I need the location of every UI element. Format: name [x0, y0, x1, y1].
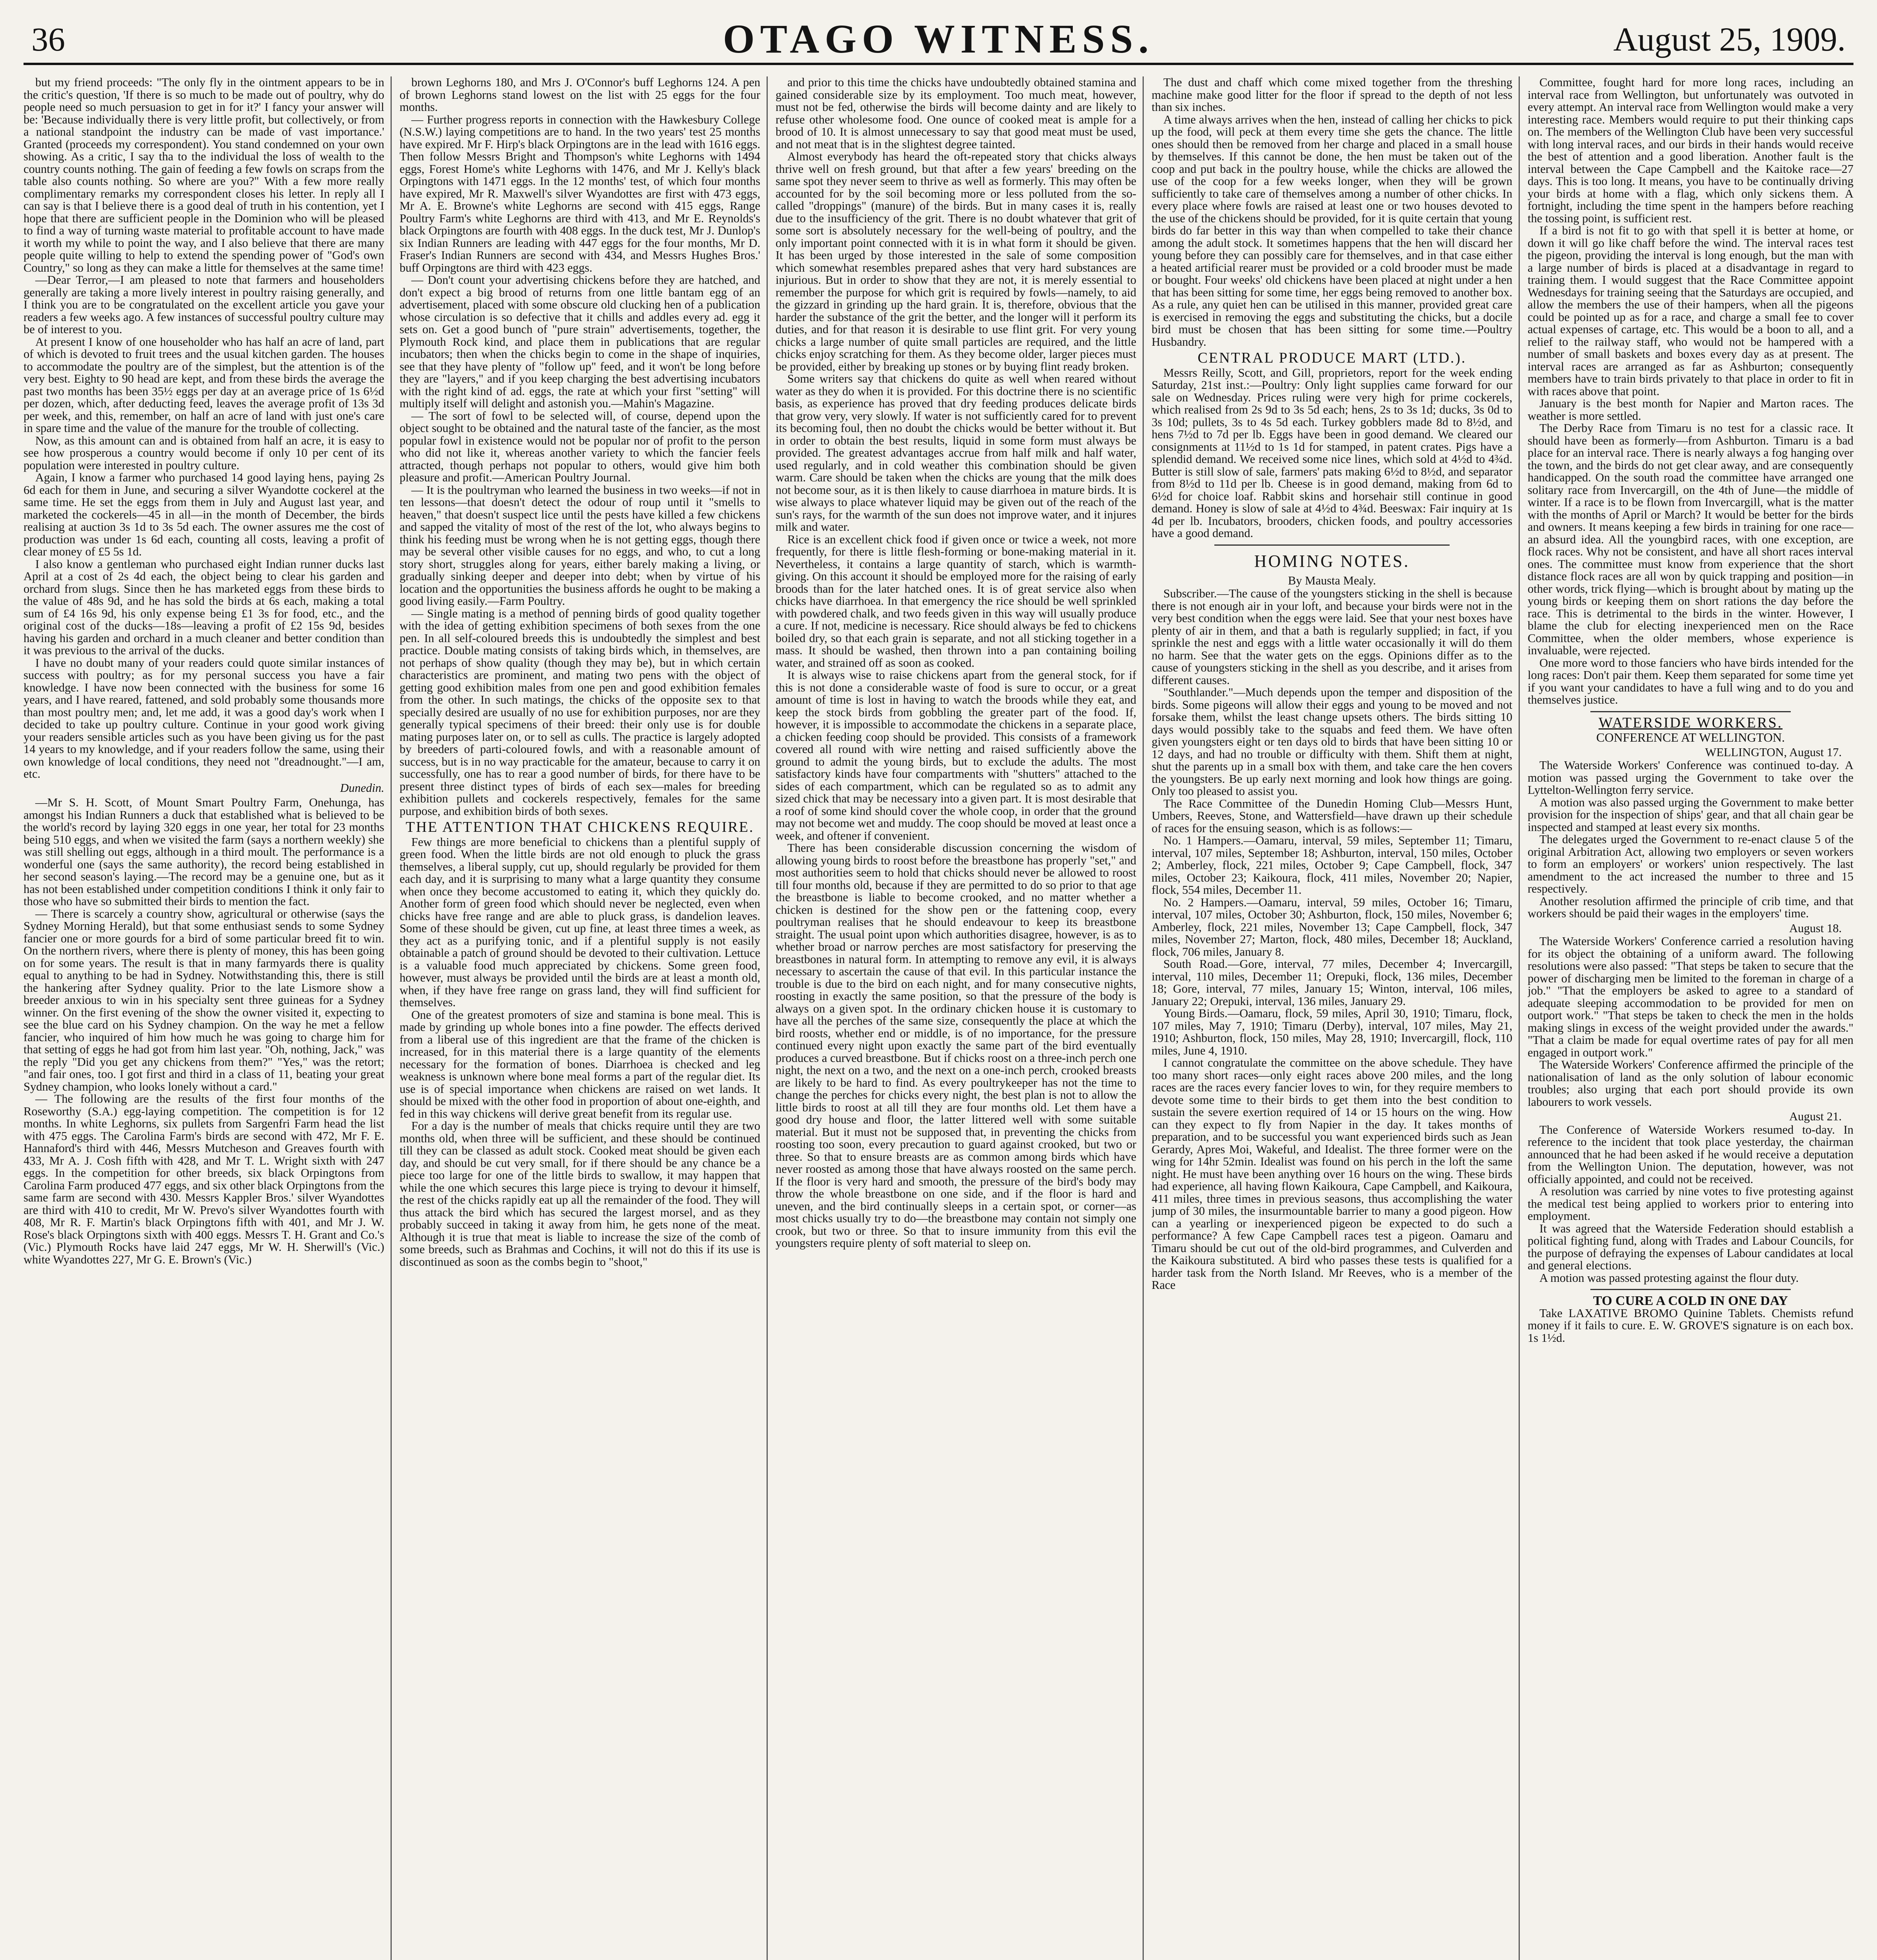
- column-rule: [1519, 76, 1520, 1960]
- advertisement: [1528, 1295, 1853, 1344]
- masthead: [24, 16, 1853, 65]
- article-paragraph: and prior to this time the chicks have undoubtedly obtained stamina and gained considerable size by its employment. Too much meat, however, must not be fed, otherwise the birds will become dainty and are likely to refuse other wholesome food. One ounce of cooked meat is ample for a brood of 10. It is almost unnecessary to say that good meat must be used, and not meat that is in the slightest degree tainted.: [776, 76, 1136, 151]
- article-paragraph: brown Leghorns 180, and Mrs J. O'Connor's buff Leghorns 124. A pen of brown Leghorns stand lowest on the list with 25 eggs for the four months.: [400, 76, 760, 114]
- article-paragraph: I have no doubt many of your readers could quote similar instances of success with poultry; as for my personal success you have a fair knowledge. I have now been connected with the business for some 16 years, and I have reared, fattened, and sold probably some thousands more than most poultry men; and, let me add, it was a good day's work when I decided to take up poultry culture. Continue in your good work giving your readers sensible articles such as you have been giving us for the past 14 years to my knowledge, and if your readers follow the same, using their own knowledge of local conditions, they need not "dreadnought."—I am, etc.: [24, 656, 384, 780]
- article-paragraph: Now, as this amount can and is obtained from half an acre, it is easy to see how prosperous a country would become if only 10 per cent of its population were interested in poultry culture.: [24, 434, 384, 472]
- newspaper-title: OTAGO WITNESS.: [723, 16, 1154, 62]
- article-paragraph: A motion was also passed urging the Government to make better provision for the inspection of ships' gear, and that all chain gear be inspected and stamped at least every six months.: [1528, 795, 1853, 834]
- article-paragraph: but my friend proceeds: "The only fly in the ointment appears to be in the critic's question, 'If there is so much to be made out of poultry, why do people need so much persuasion to get in for it?' I fancy your answer will be: 'Because individually there is very little profit, but collectively, or from a national standpoint the industry can be made of vast importance.' Granted (proceeds my correspondent). You stand condemned on your own showing. As a critic, I say tha to the individual the loss of wealth to the country counts nothing. The gain of feeding a few fowls on scraps from the table also counts nothing. So where are you?" With a few more really complimentary remarks my correspondent closes his letter. In reply all I can say is that I believe there is a good deal of truth in his contention, yet I hope that there are sufficient people in the Dominion who will be pleased to find a way of turning waste material to profitable account to have made it worth my while to point the way, and I also believe that there are many people quite willing to help to extend the spending power of "God's own Country," so long as they can make a little for themselves at the same time!: [24, 76, 384, 274]
- article-paragraph: Some writers say that chickens do quite as well when reared without water as they do when it is provided. For this doctrine there is no scientific basis, as experience has proved that dry feeding produces delicate birds that grow very, very slowly. If water is not sufficiently cared for to prevent its becoming foul, then no doubt the chicks would be better without it. But in order to obtain the best results, liquid in some form must always be provided. The greatest advantages accrue from half milk and half water, used regularly, and in cold weather this combination should be given warm. Care should be taken when the chicks are young that the milk does not become sour, as it is then likely to cause diarrhoea in mature birds. It is wise always to place whatever liquid may be given out of the reach of the sun's rays, for the warmth of the sun does not improve water, and it injures milk and water.: [776, 372, 1136, 534]
- article-paragraph: The dust and chaff which come mixed together from the threshing machine make good litter for the floor if spread to the depth of not less than six inches.: [1152, 76, 1512, 114]
- article-paragraph: Messrs Reilly, Scott, and Gill, proprietors, report for the week ending Saturday, 21st inst.:—Poultry: Only light supplies came forward for our sale on Wednesday. Prices ruling were very high for prime cockerels, which realised from 2s 9d to 3s 5d each; hens, 2s to 3s 1d; ducks, 3s 0d to 3s 10d; pullets, 3s to 4s 5d each. Turkey gobblers made 8d to 8½d, and hens 7½d to 7d per lb. Eggs have been in good demand. We cleared our consignments at 11½d to 1s 1d for stamped, in patent crates. Pigs have a splendid demand. We received some nice lines, which sold at 4½d to 4¾d. Butter is still slow of sale, farmers' pats making 6½d to 8½d, and separator from 8½d to 11d per lb. Cheese is in good demand, making from 6d to 6½d for choice loaf. Rabbit skins and horsehair still continue in good demand. Honey is slow of sale at 4½d to 4¾d. Beeswax: Fair inquiry at 1s 4d per lb. Incubators, brooders, chicken foods, and poultry accessories have a good demand.: [1152, 366, 1512, 540]
- ad-body: Take LAXATIVE BROMO Quinine Tablets. Chemists refund money if it fails to cure. E. W. GROVE'S signature is on each box. 1s 1½d.: [1528, 1306, 1853, 1345]
- article-paragraph: One of the greatest promoters of size and stamina is bone meal. This is made by grinding up whole bones into a fine powder. The effects derived from a liberal use of this ingredient are that the frame of the chicken is increased, for in this material there is a large quantity of the elements necessary for the formation of bones. Diarrhoea is checked and leg weakness is unknown where bone meal forms a part of the regular diet. Its use is of special importance when chickens are raised on wet lands. It should be mixed with the other food in proportion of about one-eighth, and fed in this way chickens will derive great benefit from its regular use.: [400, 1008, 760, 1120]
- article-paragraph: The Waterside Workers' Conference carried a resolution having for its object the obtaining of a uniform award. The following resolutions were also passed: "That steps be taken to secure that the power of discharging men be limited to the foreman in charge of a job." "That the employers be asked to agree to a standard of adequate sleeping accommodation to be provided for men on outport work." "That steps be taken to check the men in the holds making slings in excess of the weight provided under the awards." "That a claim be made for equal overtime rates of pay for all men engaged in outport work.": [1528, 935, 1853, 1059]
- article-paragraph: The Conference of Waterside Workers resumed to-day. In reference to the incident that took place yesterday, the chairman announced that he had been asked if he would receive a deputation from the Wellington Union. The deputation, however, was not officially appointed, and could not be received.: [1528, 1123, 1853, 1186]
- article-paragraph: Rice is an excellent chick food if given once or twice a week, not more frequently, for there is little flesh-forming or bone-making material in it. Nevertheless, it contains a large quantity of starch, which is warmth-giving. On this account it should be employed more for the raising of early broods than for the later hatched ones. It is of great service also when chicks have diarrhoea. In that emergency the rice should be well sprinkled with powdered chalk, and two feeds given in this way will usually produce a cure. If not, medicine is necessary. Rice should always be fed to chickens boiled dry, so that each grain is separate, and not all sticking together in a mass. It should be washed, then thrown into a pan containing boiling water, and strained off as soon as cooked.: [776, 532, 1136, 670]
- article-paragraph: Almost everybody has heard the oft-repeated story that chicks always thrive well on fresh ground, but that after a few years' breeding on the same spot they never seem to thrive as well as formerly. This may often be accounted for by the soil becoming more or less polluted from the so-called "droppings" (manure) of the birds. But in many cases it is, really due to the insufficiency of the grit. There is no doubt whatever that grit of some sort is absolutely necessary for the well-being of poultry, and the only important point connected with it is in what form it should be given. It has been urged by those interested in the sale of some composition which somewhat resembles prepared ashes that very hard substances are injurious. But in order to show that they are not, it is merely essential to remember the purpose for which grit is required by fowls—namely, to aid the gizzard in grinding up the hard grain. It is, therefore, obvious that the harder the substance of the grit the better, and the longer will it perform its duties, and for that reason it is desirable to use flint grit. For very young chicks a large number of quite small particles are required, and the little chicks enjoy scratching for them. As they become older, larger pieces must be provided, either by breaking up stones or by buying flint ready broken.: [776, 150, 1136, 373]
- article-paragraph: The Waterside Workers' Conference affirmed the principle of the nationalisation of land as the only solution of labour economic troubles; also urging that each port should provide its own labourers to work vessels.: [1528, 1058, 1853, 1109]
- section-heading: THE ATTENTION THAT CHICKENS REQUIRE.: [405, 819, 754, 835]
- article-paragraph: Committee, fought hard for more long races, including an interval race from Wellington, but unfortunately was outvoted in every attempt. An interval race from Wellington would make a very interesting race. Members would require to put their thinking caps on. The members of the Wellington Club have been very successful with long interval races, and our birds in their hands would receive the best of attention and a good liberation. Another fault is the interval between the Cape Campbell and the Kaitoke race—27 days. This is too long. It means, you have to be continually driving your birds at home with a flag, which only sickens them. A fortnight, including the time spent in the hampers before reaching the tossing point, is sufficient rest.: [1528, 76, 1853, 225]
- issue-date: August 25, 1909.: [1613, 20, 1846, 58]
- letter-signature: Dunedin.: [340, 781, 384, 795]
- ad-headline: TO CURE A COLD IN ONE DAY: [1593, 1294, 1788, 1308]
- section-divider: [1590, 711, 1791, 712]
- article-paragraph: One more word to those fanciers who have birds intended for the long races: Don't pair them. Keep them separated for some time yet if you want your candidates to have a full wing and to do you and themselves justice.: [1528, 656, 1853, 706]
- byline: By Mausta Mealy.: [1288, 573, 1376, 587]
- article-paragraph: Again, I know a farmer who purchased 14 good laying hens, paying 2s 6d each for them in June, and securing a silver Wyandotte cockerel at the same time. He set the eggs from them in July and August last year, and marketed the cockerels—45 in all—in the month of December, the birds realising at auction 3s 1d to 3s 5d each. The owner assures me the cost of production was under 1s 6d each, counting all costs, leaving a profit of clear money of £5 5s 1d.: [24, 471, 384, 558]
- article-paragraph: No. 1 Hampers.—Oamaru, interval, 59 miles, September 11; Timaru, interval, 107 miles, September 18; Ashburton, interval, 150 miles, October 2; Amberley, flock, 221 miles, October 9; Cape Campbell, flock, 347 miles, October 23; Kaikoura, flock, 411 miles, November 20; Napier, flock, 554 miles, December 11.: [1152, 834, 1512, 897]
- article-paragraph: — It is the poultryman who learned the business in two weeks—if not in ten lessons—that doesn't detect the odour of roup until it "smells to heaven," that doesn't suspect lice until the pests have killed a few chickens and sapped the vitality of most of the rest of the lot, who always begins to think his feeding must be wrong when he is not getting eggs, though there may be several other visible causes for no eggs, and who, to cut a long story short, struggles along for years, either barely making a living, or gradually sinking deeper and deeper into debt; when by virtue of his location and the opportunities the business affords he ought to be making a good living easily.—Farm Poultry.: [400, 483, 760, 608]
- section-heading: HOMING NOTES.: [1254, 551, 1410, 571]
- article-paragraph: —Mr S. H. Scott, of Mount Smart Poultry Farm, Onehunga, has amongst his Indian Runners a duck that established what is believed to be the world's record by laying 320 eggs in one year, her total for 23 months being 510 eggs, and when we visited the farm (says a northern weekly) she was still shelling out eggs, although in a third moult. The performance is a wonderful one (says the same authority), the record being established in her second season's laying.—The record may be a genuine one, but as it has not been established under competition conditions I think it only fair to those who have so submitted their birds to mention the fact.: [24, 796, 384, 908]
- dateline: August 18.: [1789, 921, 1842, 935]
- page-number: 36: [31, 20, 65, 58]
- article-paragraph: — Don't count your advertising chickens before they are hatched, and don't expect a big brood of returns from one little bantam egg of an advertisement, placed with some obscure old clucking hen of a publication whose circulation is so defective that it chills and addles every ad. egg it sets on. Get a good bunch of "pure strain" advertisements, together, the Plymouth Rock kind, and place them in publications that are regular incubators; then when the chicks begin to come in the shape of inquiries, see that they have plenty of "follow up" feed, and it won't be long before they are "layers," and if you keep charging the best advertising incubators with the right kind of ad. eggs, the rate at which your first "setting" will multiply itself will delight and astonish you.—Mahin's Magazine.: [400, 273, 760, 410]
- dateline: WELLINGTON, August 17.: [1705, 745, 1842, 759]
- column-2: [400, 76, 760, 1960]
- column-5: [1528, 76, 1853, 1960]
- article-paragraph: South Road.—Gore, interval, 77 miles, December 4; Invercargill, interval, 110 miles, December 11; Orepuki, flock, 136 miles, December 18; Gore, interval, 77 miles, January 15; Winton, interval, 106 miles, January 22; Orepuki, interval, 136 miles, January 29.: [1152, 957, 1512, 1008]
- column-3: [776, 76, 1136, 1960]
- article-paragraph: It was agreed that the Waterside Federation should establish a political fighting fund, along with Trades and Labour Councils, for the purpose of defraying the expenses of Labour candidates at local and general elections.: [1528, 1221, 1853, 1272]
- article-paragraph: The delegates urged the Government to re-enact clause 5 of the original Arbitration Act, allowing two employers or seven workers to form an employers' or workers' union respectively. The last amendment to the act increased the number to three and 15 respectively.: [1528, 833, 1853, 895]
- article-paragraph: A time always arrives when the hen, instead of calling her chicks to pick up the food, will peck at them every time she gets the chance. The little ones should then be removed from her charge and placed in a small house by themselves. If this cannot be done, the hen must be taken out of the coop and put back in the poultry house, while the chicks are allowed the use of the coop for a few weeks longer, when they will be grown sufficiently to take care of themselves among a number of other chicks. In every place where fowls are raised at least one or two houses devoted to the use of the chickens should be provided, for it is quite certain that young birds do far better in this way than when compelled to take their chance among the adult stock. It sometimes happens that the hen will discard her young before they can possibly care for themselves, and in that case either a heated artificial rearer must be provided or a cold brooder must be made or bought. Four weeks' old chickens have been placed at night under a hen that has been sitting for some time, her eggs being removed to another box. As a rule, any quiet hen can be utilised in this manner, provided great care is exercised in removing the eggs and substituting the chicks, but a docile bird must be chosen that has been sitting for some time.—Poultry Husbandry.: [1152, 113, 1512, 348]
- article-paragraph: If a bird is not fit to go with that spell it is better at home, or down it will go like chaff before the wind. The interval races test the pigeon, providing the interval is long enough, but the man with a large number of birds is placed at a disadvantage in regard to training them. I would suggest that the Race Committee appoint Wednesdays for training seeing that the Saturdays are occupied, and allow the members the use of their hampers, when all the pigeons could be pointed up as for a race, and charge a small fee to cover actual expenses of cartage, etc. This would be a boon to all, and a relief to the railway staff, who would not be hampered with a number of small baskets and boxes every day as at present. The interval races are arranged as far as Ashburton; consequently members have to train birds privately to that place in order to fit in with races above that point.: [1528, 224, 1853, 398]
- article-paragraph: The Race Committee of the Dunedin Homing Club—Messrs Hunt, Umbers, Reeves, Stone, and Wattersfield—have drawn up their schedule of races for the ensuing season, which is as follows:—: [1152, 797, 1512, 835]
- section-heading: CENTRAL PRODUCE MART (LTD.).: [1197, 350, 1466, 366]
- article-paragraph: —Dear Terror,—I am pleased to note that farmers and householders generally are taking a more lively interest in poultry raising generally, and I think you are to be congratulated on the excellent article you gave your readers a few weeks ago. A few instances of successful poultry culture may be of interest to you.: [24, 273, 384, 336]
- article-paragraph: I also know a gentleman who purchased eight Indian runner ducks last April at a cost of 2s 4d each, the object being to clear his garden and orchard from slugs. Since then he has marketed eggs from these birds to the value of 48s 9d, and he has sold the birds at 6s each, making a total sum of £4 16s 9d, his only expense being £1 3s for food, etc., and the original cost of the ducks—18s—leaving a profit of £2 15s 9d, besides having his garden and orchard in a much cleaner and better condition than it was previous to the arrival of the ducks.: [24, 557, 384, 657]
- section-divider: [1590, 1289, 1791, 1290]
- column-rule: [391, 76, 392, 1960]
- article-paragraph: There has been considerable discussion concerning the wisdom of allowing young birds to roost before the breastbone has properly "set," and most authorities seem to hold that chicks should never be allowed to roost till four months old, because if they are permitted to do so prior to that age the breastbone is liable to become crooked, and no matter whether a chicken is destined for the show pen or the fattening coop, every poultryman realises that he should endeavour to keep its breastbone straight. The usual point upon which authorities disagree, however, is as to whether broad or narrow perches are most satisfactory for preserving the breastbones in natural form. In attempting to remove any evil, it is always necessary to ascertain the cause of that evil. In this particular instance the trouble is due to the bird on each night, and for many consecutive nights, roosting in exactly the same position, so that the pressure of the body is always on a given spot. In the ordinary chicken house it is customary to have all the perches of the same size, consequently the place at which the bird roosts, whether end or middle, is of no importance, for the pressure continued every night upon exactly the same part of the bird eventually produces a curved breastbone. But if chicks roost on a three-inch perch one night, the next on a two, and the next on a one-inch perch, crooked breasts are likely to be hard to find. As every poultrykeeper has not the time to change the perches for chicks every night, the best plan is not to allow the little birds to roost at all till they are four months old. Let them have a good dry house and floor, the latter littered well with some suitable material. But it must not be supposed that, in preventing the chicks from roosting too soon, every precaution to guard against crooked, but two or three. So that to ensure breasts are as common among birds which have never roosted as among those that have always roosted on the same perch. If the floor is very hard and smooth, the pressure of the bird's body may throw the whole breastbone on one side, and if the floor is hard and uneven, and the bird continually sleeps in a certain spot, or corner—as most chicks usually try to do—the breastbone may contain not simply one crook, but two or three. So that to insure immunity from this evil the youngsters require plenty of soft material to sleep on.: [776, 841, 1136, 1250]
- column-rule: [1143, 76, 1144, 1960]
- article-paragraph: January is the best month for Napier and Marton races. The weather is more settled.: [1528, 397, 1853, 423]
- section-subheading: CONFERENCE AT WELLINGTON.: [1596, 730, 1785, 744]
- article-paragraph: — There is scarcely a country show, agricultural or otherwise (says the Sydney Morning Herald), but that some enthusiast sends to some Sydney fancier one or more gourds for a bird of some particular breed fit to win. On the northern rivers, where there is plenty of money, this has been going on for some years. The result is that in many farmyards there is quality equal to anything to be had in Sydney. Notwithstanding this, there is still the hankering after Sydney quality. Prior to the late Lismore show a breeder anxious to win in his specialty sent three guineas for a Sydney winner. On the first evening of the show the owner visited it, expecting to see the blue card on his Sydney champion. On the way he met a fellow fancier, who inquired of him how much he was going to charge him for that setting of eggs he had got from him last year. "Oh, nothing, Jack," was the reply "Did you get any chickens from them?" "Yes," was the retort; "and fair ones, too. I got first and third in a class of 11, beating your great Sydney champion, who looks lonely without a card.": [24, 907, 384, 1093]
- section-divider: [1214, 544, 1450, 546]
- column-rule: [767, 76, 768, 1960]
- article-paragraph: Subscriber.—The cause of the youngsters sticking in the shell is because there is not enough air in your loft, and because your birds were not in the very best condition when the eggs were laid. See that your nest boxes have plenty of air in them, and that a bath is regularly supplied; in fact, if you sprinkle the nest and eggs with a little water occasionally it will do them no harm. See that the water gets on the eggs. Opinions differ as to the cause of youngsters sticking in the shell as you describe, and it arises from different causes.: [1152, 587, 1512, 687]
- article-paragraph: Another resolution affirmed the principle of crib time, and that workers should be paid their wages in the employers' time.: [1528, 894, 1853, 920]
- article-paragraph: — Single mating is a method of penning birds of good quality together with the idea of getting exhibition specimens of both sexes from the one pen. In all self-coloured breeds this is undoubtedly the simplest and best practice. Double mating consists of taking birds which, in themselves, are not perhaps of show quality (though they may be), but in which certain characteristics are prominent, and mating two pens with the object of getting good exhibition males from one pen and good exhibition females from the other. In such matings, the chicks of the opposite sex to that specially desired are usually of no use for exhibition purposes, nor are they generally typical specimens of their breed: their only use is for double mating purposes later on, or to sell as culls. The practice is largely adopted by breeders of parti-coloured fowls, and with a reasonable amount of success, but is in no way practicable for the amateur, because to carry it on successfully, one has to rear a good number of birds, for there have to be present three distinct types of birds of each sex—males for breeding exhibition pullets and cockerels respectively, females for the same purpose, and exhibition birds of both sexes.: [400, 606, 760, 818]
- article-paragraph: — The sort of fowl to be selected will, of course, depend upon the object sought to be obtained and the natural taste of the fancier, as the most popular fowl in existence would not be popular nor of profit to the person who did not like it, whereas another variety to which the fancier feels attracted, though perhaps not popular to others, would give him both pleasure and profit.—American Poultry Journal.: [400, 409, 760, 484]
- article-paragraph: The Derby Race from Timaru is no test for a classic race. It should have been as formerly—from Ashburton. Timaru is a bad place for an interval race. There is nearly always a fog hanging over the town, and the birds do not get clear away, and are consequently handicapped. On the south road the committee have arranged one solitary race from Invercargill, on the 4th of June—the middle of winter. If a race is to be flown from Invercargill, what is the matter with the months of April or March? It would be better for the birds and owners. It means keeping a few birds in training for one race—an absurd idea. All the youngbird races, with one exception, are flock races. Why not be consistent, and have all short races interval ones. The committee must know from experience that the short distance flock races are all won by quick trapping and position—in other words, trick flying—which is brought about by mating up the young birds or keeping them on short rations the day before the race. This is detrimental to the birds in the winter. However, I blame the club for electing inexperienced men on the Race Committee, when the older members, whose experience is invaluable, were rejected.: [1528, 421, 1853, 657]
- column-1: [24, 76, 384, 1960]
- article-paragraph: — The following are the results of the first four months of the Roseworthy (S.A.) egg-laying competition. The competition is for 12 months. In white Leghorns, six pullets from Sargenfri Farm head the list with 475 eggs. The Carolina Farm's birds are second with 472, Mr F. E. Hannaford's third with 446, Messrs Mutcheson and Greaves fourth with 433, Mr A. J. Cosh fifth with 428, and Mr T. L. Wright sixth with 247 eggs. In the competition for other breeds, six black Orpingtons from Carolina Farm produced 477 eggs, and six other black Orpingtons from the same farm are second with 430. Messrs Kappler Bros.' silver Wyandottes are third with 410 to credit, Mr W. Prevo's silver Wyandottes fourth with 408, Mr R. F. Martin's black Orpingtons fifth with 401, and Mr J. W. Rose's black Orpingtons sixth with 400 eggs. Messrs T. H. Grant and Co.'s (Vic.) Plymouth Rocks have laid 247 eggs, Mr W. H. Sherwill's (Vic.) white Wyandottes 227, Mr G. E. Brown's (Vic.): [24, 1092, 384, 1266]
- dateline: August 21.: [1789, 1110, 1842, 1123]
- article-paragraph: It is always wise to raise chickens apart from the general stock, for if this is not done a considerable waste of food is sure to occur, or a great amount of time is lost in having to watch the broods while they eat, and keep the stock birds from gobbling the greater part of the food. If, however, it is impossible to accommodate the chickens in a separate place, a chicken feeding coop should be provided. This consists of a framework covered all round with wire netting and raised sufficiently above the ground to admit the young birds, but to exclude the adults. The most satisfactory kinds have four compartments with "shutters" attached to the sides of each compartment, which can be regulated so as to admit any sized chick that may be necessary into a given part. It is most desirable that a roof of some kind should cover the whole coop, in order that the ground may not become wet and muddy. The coop should be moved at least once a week, and oftener if convenient.: [776, 668, 1136, 842]
- article-paragraph: Few things are more beneficial to chickens than a plentiful supply of green food. When the little birds are not old enough to pluck the grass themselves, a liberal supply, cut up, should regularly be provided for them each day, and it is surprising to many what a large quantity they consume when once they become accustomed to eating it, which they quickly do. Another form of green food which should never be neglected, even when chicks have free range and are able to pluck grass, is dandelion leaves. Some of these should be given, cut up fine, at least three times a week, as they act as a purifying tonic, and if a plentiful supply is not easily obtainable a patch of ground should be devoted to their cultivation. Lettuce is a valuable food much appreciated by chickens. Some green food, however, must always be provided until the birds are at least a month old, when, if they have free range on grass land, they will find sufficient for themselves.: [400, 835, 760, 1009]
- article-paragraph: At present I know of one householder who has half an acre of land, part of which is devoted to fruit trees and the usual kitchen garden. The houses to accommodate the poultry are of the simplest, but the attention is of the very best. Eighty to 90 head are kept, and from these birds the average the past two months has been 35½ eggs per day at an average price of 1s 6½d per dozen, which, after deducting feed, leaves the average profit of 13s 3d per week, and this, remember, on half an acre of land with just one's care in spare time and the value of the manure for the trouble of collecting.: [24, 335, 384, 435]
- article-paragraph: — Further progress reports in connection with the Hawkesbury College (N.S.W.) laying competitions are to hand. In the two years' test 25 months have expired. Mr F. Hirp's black Orpingtons are in the lead with 1616 eggs. Then follow Messrs Bright and Thompson's white Leghorns with 1494 eggs, Forest Home's white Leghorns with 1476, and Mr J. Kelly's black Orpingtons with 1471 eggs. In the 12 months' test, of which four months have expired, Mr R. Maxwell's silver Wyandottes are first with 473 eggs, Mr A. E. Browne's white Leghorns are second with 415 eggs, Range Poultry Farm's white Leghorns are third with 413, and Mr E. Reynolds's black Orpingtons are fourth with 408 eggs. In the duck test, Mr J. Dunlop's six Indian Runners are leading with 447 eggs for the four months, Mr D. Fraser's Indian Runners are second with 434, and Messrs Hughes Bros.' buff Orpingtons are third with 423 eggs.: [400, 113, 760, 274]
- article-paragraph: Young Birds.—Oamaru, flock, 59 miles, April 30, 1910; Timaru, flock, 107 miles, May 7, 1910; Timaru (Derby), interval, 107 miles, May 21, 1910; Ashburton, flock, 150 miles, May 28, 1910; Invercargill, flock, 110 miles, June 4, 1910.: [1152, 1007, 1512, 1057]
- section-heading: WATERSIDE WORKERS.: [1598, 714, 1783, 731]
- article-paragraph: A resolution was carried by nine votes to five protesting against the medical test being applied to workers prior to entering into employment.: [1528, 1185, 1853, 1223]
- article-paragraph: The Waterside Workers' Conference was continued to-day. A motion was passed urging the Government to take over the Lyttelton-Wellington ferry service.: [1528, 759, 1853, 797]
- article-paragraph: "Southlander."—Much depends upon the temper and disposition of the birds. Some pigeons will allow their eggs and young to be moved and not forsake them, whilst the least change upsets others. The birds sitting 10 days would possibly take to the squabs and feed them. We have often given youngsters eight or ten days old to birds that have been sitting 10 or 12 days, and had no trouble or difficulty with them. Shift them at night, shut the parents up in a small box with them, and take care the hen covers the youngsters. Be up early next morning and look how things are going. Only too pleased to assist you.: [1152, 686, 1512, 798]
- article-paragraph: I cannot congratulate the committee on the above schedule. They have too many short races—only eight races above 200 miles, and the long races are the races every fancier loves to win, for they require members to devote some time to their birds to get them into the best condition to sustain the severe exertion required of 14 or 15 hours on the wing. How can they expect to fly from Napier in the day. It takes months of preparation, and to be successful you want experienced birds such as Jean Gerardy, Apres Moi, Wakeful, and Idealist. The three former were on the wing for 14hr 52min. Idealist was found on his perch in the loft the same night. He must have been anything over 16 hours on the wing. These birds had experience, all having flown Kaikoura, Cape Campbell, and Kaikoura, 411 miles, three times in previous seasons, thus accomplishing the water jump of 30 miles, the insurmountable barrier to many a good pigeon. How can a yearling or inexperienced pigeon be expected to do such a performance? A few Cape Campbell races test a pigeon. Oamaru and Timaru should be cut out of the old-bird programmes, and Culverden and the Kaikoura substituted. A bird who passes these tests is qualified for a harder task from the North Island. Mr Reeves, who is a member of the Race: [1152, 1056, 1512, 1292]
- column-4: [1152, 76, 1512, 1960]
- article-paragraph: No. 2 Hampers.—Oamaru, interval, 59 miles, October 16; Timaru, interval, 107 miles, October 30; Ashburton, flock, 150 miles, November 6; Amberley, flock, 221 miles, November 13; Cape Campbell, flock, 347 miles, November 27; Marton, flock, 480 miles, December 18; Auckland, flock, 706 miles, January 8.: [1152, 895, 1512, 958]
- article-paragraph: For a day is the number of meals that chicks require until they are two months old, when three will be sufficient, and these should be continued till they can be classed as adult stock. Cooked meat should be given each day, and should be cut very small, for if there should be any chance be a piece too large for one of the little birds to swallow, it may happen that while the one which secures this large piece is trying to devour it himself, the rest of the chicks rapidly eat up all the remainder of the food. They will thus attack the bird which has secured the largest morsel, and as they probably succeed in taking it away from him, he gets none of the meat. Although it is true that meat is liable to increase the size of the comb of some breeds, such as Brahmas and Cochins, it will not do this if its use is discontinued as soon as the combs begin to "shoot,": [400, 1119, 760, 1269]
- article-paragraph: A motion was passed protesting against the flour duty.: [1539, 1271, 1799, 1285]
